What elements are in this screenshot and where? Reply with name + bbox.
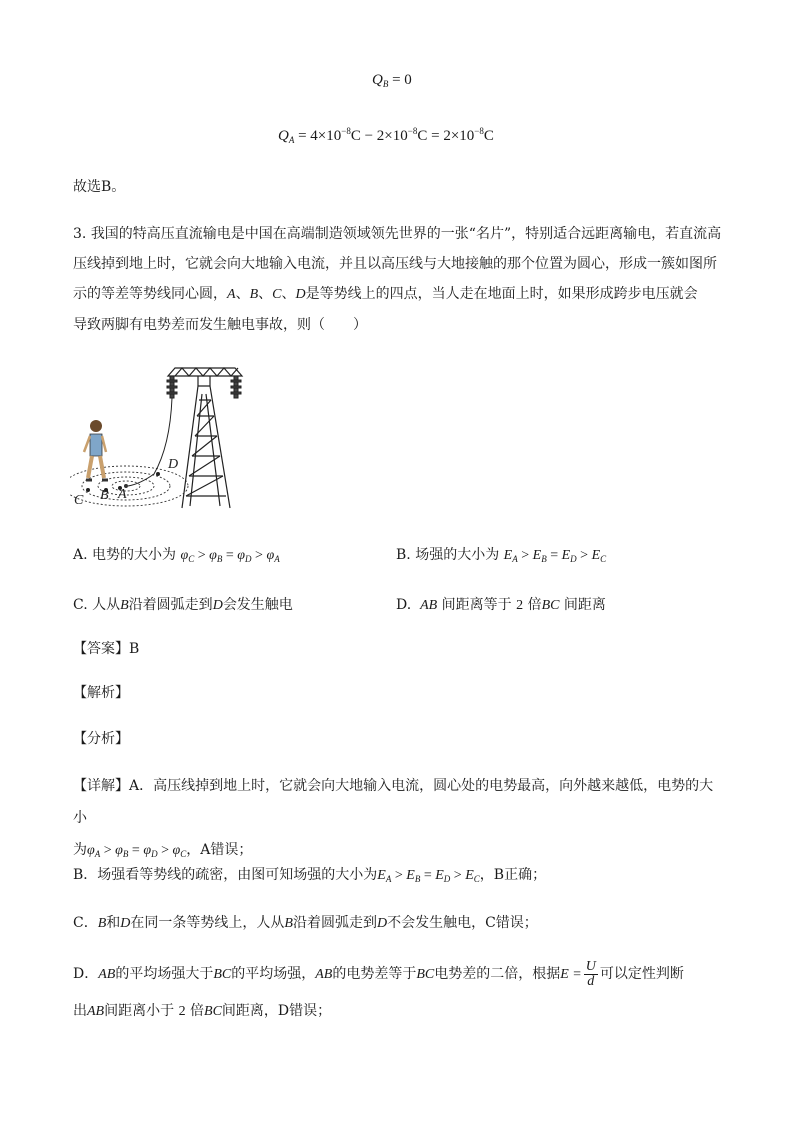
formula-fraction: $\frac{U}{d}$	[585, 958, 596, 989]
question-line-3: 示的等差等势线同心圆，A、B、C、D是等势线上的四点，当人走在地面上时，如果形成跨步电压就会	[73, 286, 698, 302]
fenxi-label: 【分析】	[73, 731, 129, 747]
formula-lhs: E =	[560, 967, 582, 982]
detail-b: B．场强看等势线的疏密，由图可知场强的大小为$E_A > E_B = E_D > E_C$，B正确；	[73, 867, 547, 884]
answer: 【答案】B	[73, 641, 140, 657]
label-D: D	[168, 457, 179, 472]
high-voltage-tower-figure	[70, 356, 270, 516]
question-line-2: 压线掉到地上时，它就会向大地输入电流，并且以高压线与大地接触的那个位置为圆心，形成一簇如图所	[73, 256, 717, 272]
question-line-1: 我国的特高压直流输电是中国在高端制造领域领先世界的一张“名片”，特别适合远距离输电，若直流高	[90, 226, 722, 242]
detail-c: C．B和D在同一条等势线上，人从B沿着圆弧走到D不会发生触电，C错误；	[73, 915, 538, 931]
analysis-label: 【解析】	[73, 685, 129, 701]
option-a: A. 电势的大小为 $\varphi_C > \varphi_B = \varphi_D > \varphi_A$	[73, 547, 280, 564]
question-line-4: 导致两脚有电势差而发生触电事故，则（ ）	[73, 317, 367, 333]
option-d: D. AB 间距离等于 2 倍BC 间距离	[396, 597, 606, 613]
label-C: C	[74, 493, 84, 508]
label-A: A	[118, 487, 127, 502]
detail-d: D．AB的平均场强大于BC的平均场强，AB的电势差等于BC电势差的二倍，根据E = $\frac{U}{d}$ 可以定性判断 出AB间距离小于 2 倍BC间距离，D错误；	[73, 958, 684, 1019]
tower	[168, 368, 242, 508]
equation-qb: $Q_B = 0$	[372, 72, 412, 89]
option-c: C. 人从B沿着圆弧走到D会发生触电	[73, 597, 293, 613]
select-prev: 故选B。	[73, 179, 126, 195]
option-b: B. 场强的大小为 $E_A > E_B = E_D > E_C$	[396, 547, 607, 564]
person-figure	[84, 420, 108, 480]
fallen-wire	[128, 398, 172, 486]
detail-a: 【详解】A．高压线掉到地上时，它就会向大地输入电流，圆心处的电势最高，向外越来越低，电势的大小 为$\varphi_A > \varphi_B = \varphi_D > \varphi_C$，A错误；	[73, 778, 714, 859]
equation-qa: $Q_A = 4\times 10^{-8}C - 2\times 10^{-8}C = 2\times 10^{-8}C$	[278, 126, 494, 145]
question-number: 3.	[73, 226, 87, 242]
label-B: B	[100, 488, 109, 503]
question-3	[73, 219, 723, 340]
